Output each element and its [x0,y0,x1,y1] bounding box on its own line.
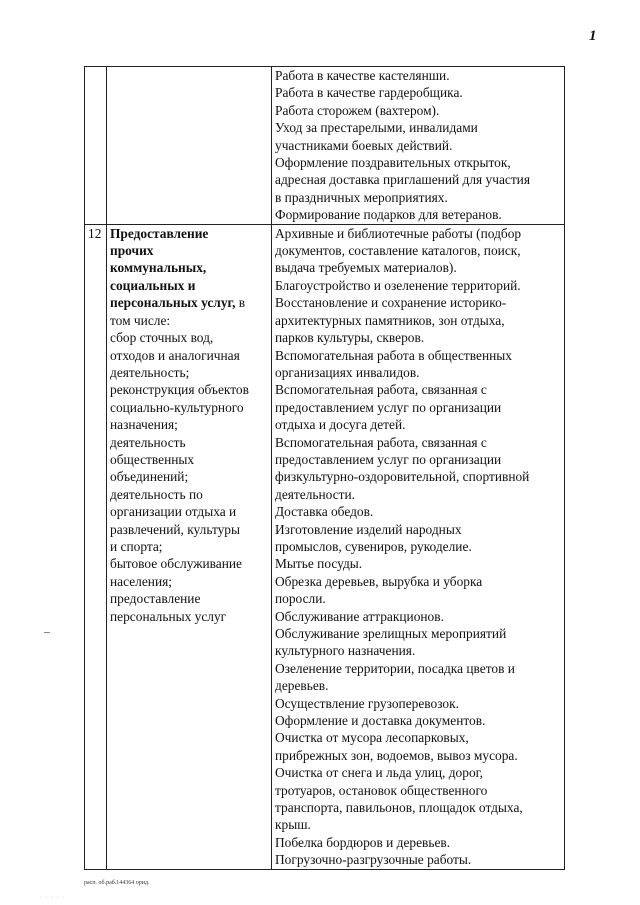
activity-line: реконструкция объектов [110,382,249,398]
job-line: Обрезка деревьев, вырубка и уборка [275,573,483,589]
job-line: Оформление и доставка документов. [275,713,486,729]
activity-line: деятельность [110,434,186,450]
activity-line [110,259,271,276]
footer-note: расп. об.раб.144364 орид. [84,880,150,886]
activity-line: деятельность; [110,364,190,380]
job-line: Работа в качестве кастелянши. [275,68,450,83]
job-line: Архивные и библиотечные работы (подбор [275,225,522,241]
job-line: организациях инвалидов. [275,364,420,380]
activity-line [110,242,271,259]
job-line: Изготовление изделий народных [275,521,462,537]
job-line: Обслуживание аттракционов. [275,608,444,624]
job-line: Вспомогательная работа, связанная с [275,382,487,398]
row-number-cell [85,67,107,225]
job-line: архитектурных памятников, зон отдыха, [275,312,505,328]
table-row [85,67,565,225]
activity-line: объединений; [110,469,189,485]
job-line: Вспомогательная работа в общественных [275,347,512,363]
activity-heading-part: персональных услуг, [110,295,236,311]
activity-line [110,225,271,242]
job-line: Благоустройство и озеленение территорий. [275,277,521,293]
page-number-mark: 1 [589,28,597,44]
activity-line: сбор сточных вод, [110,330,214,346]
activity-line: том числе: [110,312,171,328]
job-line: Озеленение территории, посадка цветов и [275,660,515,676]
activity-heading-tail: в [235,295,246,311]
activity-line: отходов и аналогичная [110,347,240,363]
activity-heading-part: коммунальных, [110,260,207,276]
job-line: Побелка бордюров и деревьев. [275,834,451,850]
footer-dots: · · · · · [40,895,65,901]
job-line: выдача требуемых материалов). [275,260,457,276]
activity-line: населения; [110,573,172,589]
jobs-cell [272,67,565,225]
job-line: поросли. [275,591,326,607]
row-number-cell: 12 [85,224,107,869]
table-row [85,224,565,869]
job-line: адресная доставка приглашений для участия [275,172,531,188]
job-line: Мытье посуды. [275,556,363,572]
activity-heading-part: прочих [110,243,154,259]
job-line: Уход за престарелыми, инвалидами [275,120,478,136]
job-line: участниками боевых действий. [275,137,453,153]
job-line: физкультурно-оздоровительной, спортивной [275,469,530,485]
activity-heading-part: Предоставление [110,225,209,241]
activity-line: назначения; [110,417,178,433]
job-line: в праздничных мероприятиях. [275,189,448,205]
activity-line: общественных [110,451,195,467]
activity-line: развлечений, культуры [110,521,241,537]
activity-line: социально-культурного [110,399,244,415]
job-line: Оформление поздравительных открыток, [275,155,511,171]
activity-heading-part: социальных и [110,277,196,293]
activity-line: предоставление [110,591,201,607]
margin-mark [44,632,50,633]
job-line: Работа сторожем (вахтером). [275,102,440,118]
job-line: предоставлением услуг по организации [275,399,502,415]
job-line: Восстановление и сохранение историко- [275,295,507,311]
jobs-cell [272,224,565,869]
job-line: тротуаров, остановок общественного [275,782,488,798]
job-line: Формирование подарков для ветеранов. [275,207,502,223]
job-line: транспорта, павильонов, площадок отдыха, [275,800,523,816]
job-line: культурного назначения. [275,643,416,659]
activity-cell [107,67,272,225]
activity-line [110,277,271,294]
job-line: промыслов, сувениров, рукоделие. [275,538,472,554]
job-line: предоставлением услуг по организации [275,451,502,467]
job-line: Очистка от мусора лесопарковых, [275,730,469,746]
job-line: деятельности. [275,486,356,502]
job-line: деревьев. [275,678,329,694]
activity-line: персональных услуг [110,608,227,624]
activity-line: организации отдыха и [110,504,237,520]
job-line: Обслуживание зрелищных мероприятий [275,626,507,641]
activity-line: деятельность по [110,486,203,502]
job-line: крыш. [275,817,311,833]
job-line: отдыха и досуга детей. [275,417,406,433]
activity-line: и спорта; [110,538,163,554]
job-line: Вспомогательная работа, связанная с [275,434,487,450]
jobs-table [84,66,565,870]
job-line: Осуществление грузоперевозок. [275,695,459,711]
activity-line [110,294,271,311]
job-line: Очистка от снега и льда улиц, дорог, [275,765,483,781]
job-line: прибрежных зон, водоемов, вывоз мусора. [275,747,518,763]
job-line: Погрузочно-разгрузочные работы. [275,852,472,868]
job-line: документов, составление каталогов, поиск, [275,243,521,259]
activity-cell [107,224,272,869]
job-line: Работа в качестве гардеробщика. [275,85,463,101]
activity-line: бытовое обслуживание [110,556,242,572]
job-line: Доставка обедов. [275,504,374,520]
job-line: парков культуры, скверов. [275,330,425,346]
